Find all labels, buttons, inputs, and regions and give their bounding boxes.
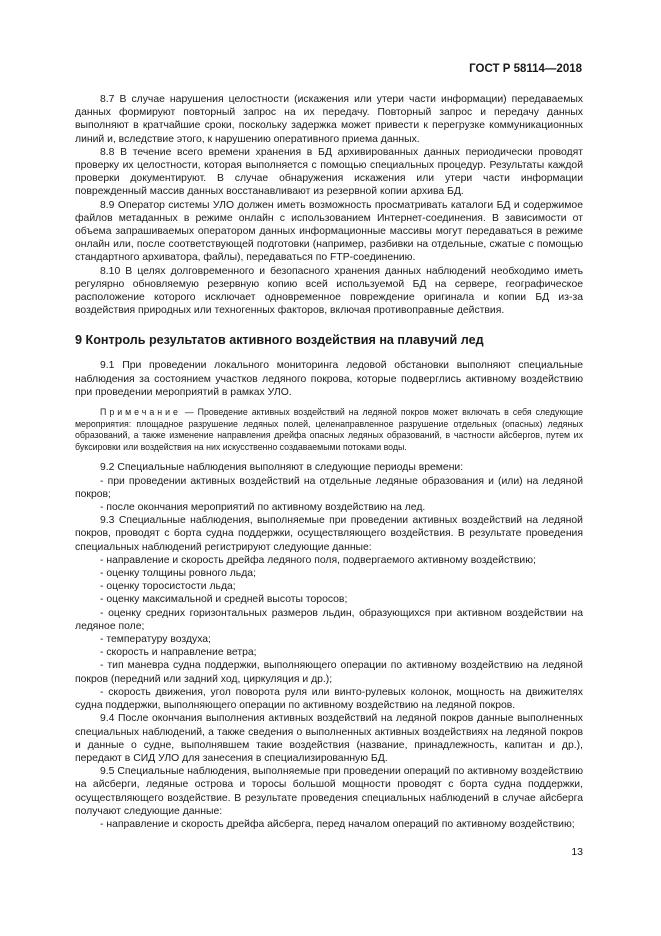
section-9-heading: 9 Контроль результатов активного воздействия на плавучий лед — [75, 333, 484, 348]
list-item: - тип маневра судна поддержки, выполняющего операции по активному воздействию на ледяной покров (передний или задний ход, циркуляция и др.); — [75, 660, 583, 685]
note-paragraph — [75, 407, 583, 453]
paragraph-8-10: 8.10 В целях долговременного и безопасного хранения данных наблюдений необходимо иметь регулярно обновляемую резервную копию всей используемой БД на сервере, географическое расположение которого исключает одновременное повреждение оригинала и копии БД из-за воздействия природных или техногенных факторов, включая противоправные действия. — [75, 265, 583, 317]
list-item: - при проведении активных воздействий на отдельные ледяные образования и (или) на ледяной покров; — [75, 475, 583, 500]
list-item: - оценку толщины ровного льда; — [100, 568, 256, 580]
list-item: - оценку средних горизонтальных размеров льдин, образующихся при активном воздействии на ледяное поле; — [75, 607, 583, 632]
paragraph-9-4: 9.4 После окончания выполнения активных воздействий на ледяной покров данные выполненных специальных наблюдений, а также сведения о выполненных активных воздействиях на ледяной покров и данные о судне, выполнявшем такие воздействия (название, принадлежность, капитан и др.), передают в СИД УЛО для занесения в специализированную БД. — [75, 713, 583, 764]
list-item: - скорость и направление ветра; — [100, 647, 257, 659]
note-label: Примечание — [100, 407, 181, 418]
list-item: - оценку максимальной и средней высоты торосов; — [100, 594, 348, 606]
list-item: - скорость движения, угол поворота руля или винто-рулевых колонок, мощность на движителях судна поддержки, выполняющего операции по активному воздействию на ледяной покров. — [75, 686, 583, 712]
paragraph-9-1: 9.1 При проведении локального мониторинга ледовой обстановки выполняют специальные наблюдения за состоянием участков ледяного покрова, которые подверглись активному воздействию при проведении мероприятий в рамках УЛО. — [75, 360, 583, 398]
note-text: — Проведение активных воздействий на ледяной покров может включать в себя следующие мероприятия: площадное разрушение ледяных полей, целенаправленное разрушение отдельных (опасных) ледяных образований, а также изменение направления дрейфа опасных ледяных образований, в частности айсбергов, путем их буксировки или воздействия на них искусственно создаваемыми потоками воды. — [75, 407, 583, 452]
list-item: - направление и скорость дрейфа айсберга, перед началом операций по активному воздействию; — [100, 818, 575, 830]
page-content — [75, 93, 583, 831]
paragraph-9-2: 9.2 Специальные наблюдения выполняют в следующие периоды времени: — [100, 462, 464, 474]
paragraph-9-5: 9.5 Специальные наблюдения, выполняемые при проведении операций по активному воздействию на айсберги, ледяные острова и торосы большой мощности проводят с борта судна поддержки, осуществляющего воздействие. В результате проведения специальных наблюдений в случае айсберга получают следующие данные: — [75, 766, 583, 817]
list-item: - после окончания мероприятий по активному воздействию на лед. — [100, 502, 426, 514]
page-number: 13 — [571, 846, 583, 858]
list-item: - оценку торосистости льда; — [100, 581, 236, 593]
list-item: - направление и скорость дрейфа ледяного поля, подвергаемого активному воздействию; — [100, 554, 536, 566]
paragraph-8-9: 8.9 Оператор системы УЛО должен иметь возможность просматривать каталоги БД и содержимое файлов метаданных в режиме онлайн с использованием Интернет-соединения. В зависимости от объема запрашиваемых оператором данных информационные массивы могут передаваться в режиме онлайн или, после соответствующей подготовки (например, разбивки на отдельные, сжатые с помощью стандартного архиватора, файлы), передаваться по FTP-соединению. — [75, 199, 583, 264]
list-item: - температуру воздуха; — [100, 634, 211, 646]
paragraph-8-7: 8.7 В случае нарушения целостности (искажения или утери части информации) передаваемых данных формируют повторный запрос на их передачу. Повторный запрос и передачу данных выполняют в кратчайшие сроки, поскольку задержка может привести к перегрузке коммуникационных линий и, вследствие этого, к нарушению оперативного приема данных. — [75, 94, 583, 145]
paragraph-8-8: 8.8 В течение всего времени хранения в БД архивированных данных периодически проводят проверку их целостности, которая выполняется с помощью специальных процедур. Результаты каждой проверки документируют. В случае обнаружения искажения или утери части информации поврежденный массив данных восстанавливают из резервной копии архива БД. — [75, 146, 583, 198]
document-standard-number: ГОСТ Р 58114—2018 — [469, 63, 582, 75]
paragraph-9-3: 9.3 Специальные наблюдения, выполняемые при проведении активных воздействий на ледяной покров, проводят с борта судна поддержки, осуществляющего воздействия. В результате проведения специальных наблюдений регистрируют следующие данные: — [75, 515, 583, 553]
